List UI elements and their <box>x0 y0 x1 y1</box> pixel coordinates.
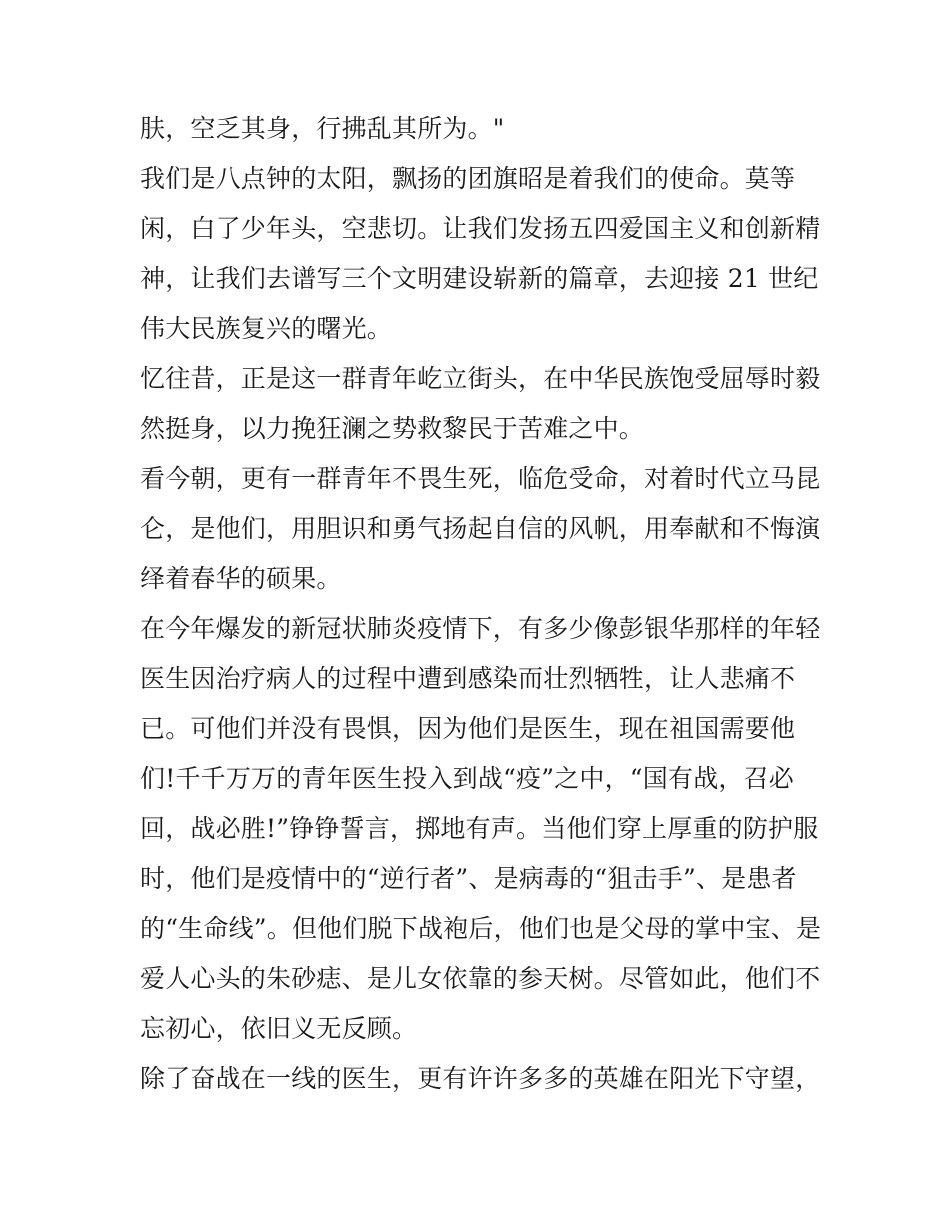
body-text <box>140 104 820 1104</box>
text-line: 医生因治疗病人的过程中遭到感染而壮烈牺牲，让人悲痛不 <box>140 664 796 693</box>
text-line: 神，让我们去谱写三个文明建设崭新的篇章，去迎接 21 世纪 <box>140 264 819 293</box>
text-line: 忆往昔，正是这一群青年屹立街头，在中华民族饱受屈辱时毅 <box>140 364 821 393</box>
text-line: 们!千千万万的青年医生投入到战“疫”之中，“国有战，召必 <box>140 764 794 793</box>
text-line: 爱人心头的朱砂痣、是儿女依靠的参天树。尽管如此，他们不 <box>140 964 821 993</box>
text-line: 肤，空乏其身，行拂乱其所为。" <box>140 114 505 143</box>
text-line: 我们是八点钟的太阳，飘扬的团旗昭是着我们的使命。莫等 <box>140 164 796 193</box>
text-line: 看今朝，更有一群青年不畏生死，临危受命，对着时代立马昆 <box>140 464 821 493</box>
text-line: 仑，是他们，用胆识和勇气扬起自信的风帆，用奉献和不悔演 <box>140 514 821 543</box>
text-line: 忘初心，依旧义无反顾。 <box>140 1014 418 1043</box>
text-line: 已。可他们并没有畏惧，因为他们是医生，现在祖国需要他 <box>140 714 796 743</box>
text-line: 时，他们是疫情中的“逆行者”、是病毒的“狙击手”、是患者 <box>140 864 797 893</box>
text-line: 闲，白了少年头，空悲切。让我们发扬五四爱国主义和创新精 <box>140 214 821 243</box>
text-line: 伟大民族复兴的曙光。 <box>140 314 393 343</box>
text-line: 在今年爆发的新冠状肺炎疫情下，有多少像彭银华那样的年轻 <box>140 614 821 643</box>
text-line: 然挺身，以力挽狂澜之势救黎民于苦难之中。 <box>140 414 645 443</box>
text-line: 的“生命线”。但他们脱下战袍后，他们也是父母的掌中宝、是 <box>140 914 822 943</box>
text-line: 除了奋战在一线的医生，更有许许多多的英雄在阳光下守望， <box>140 1064 821 1093</box>
text-line: 绎着春华的硕果。 <box>140 564 342 593</box>
text-line: 回，战必胜!”铮铮誓言，掷地有声。当他们穿上厚重的防护服 <box>140 814 819 843</box>
